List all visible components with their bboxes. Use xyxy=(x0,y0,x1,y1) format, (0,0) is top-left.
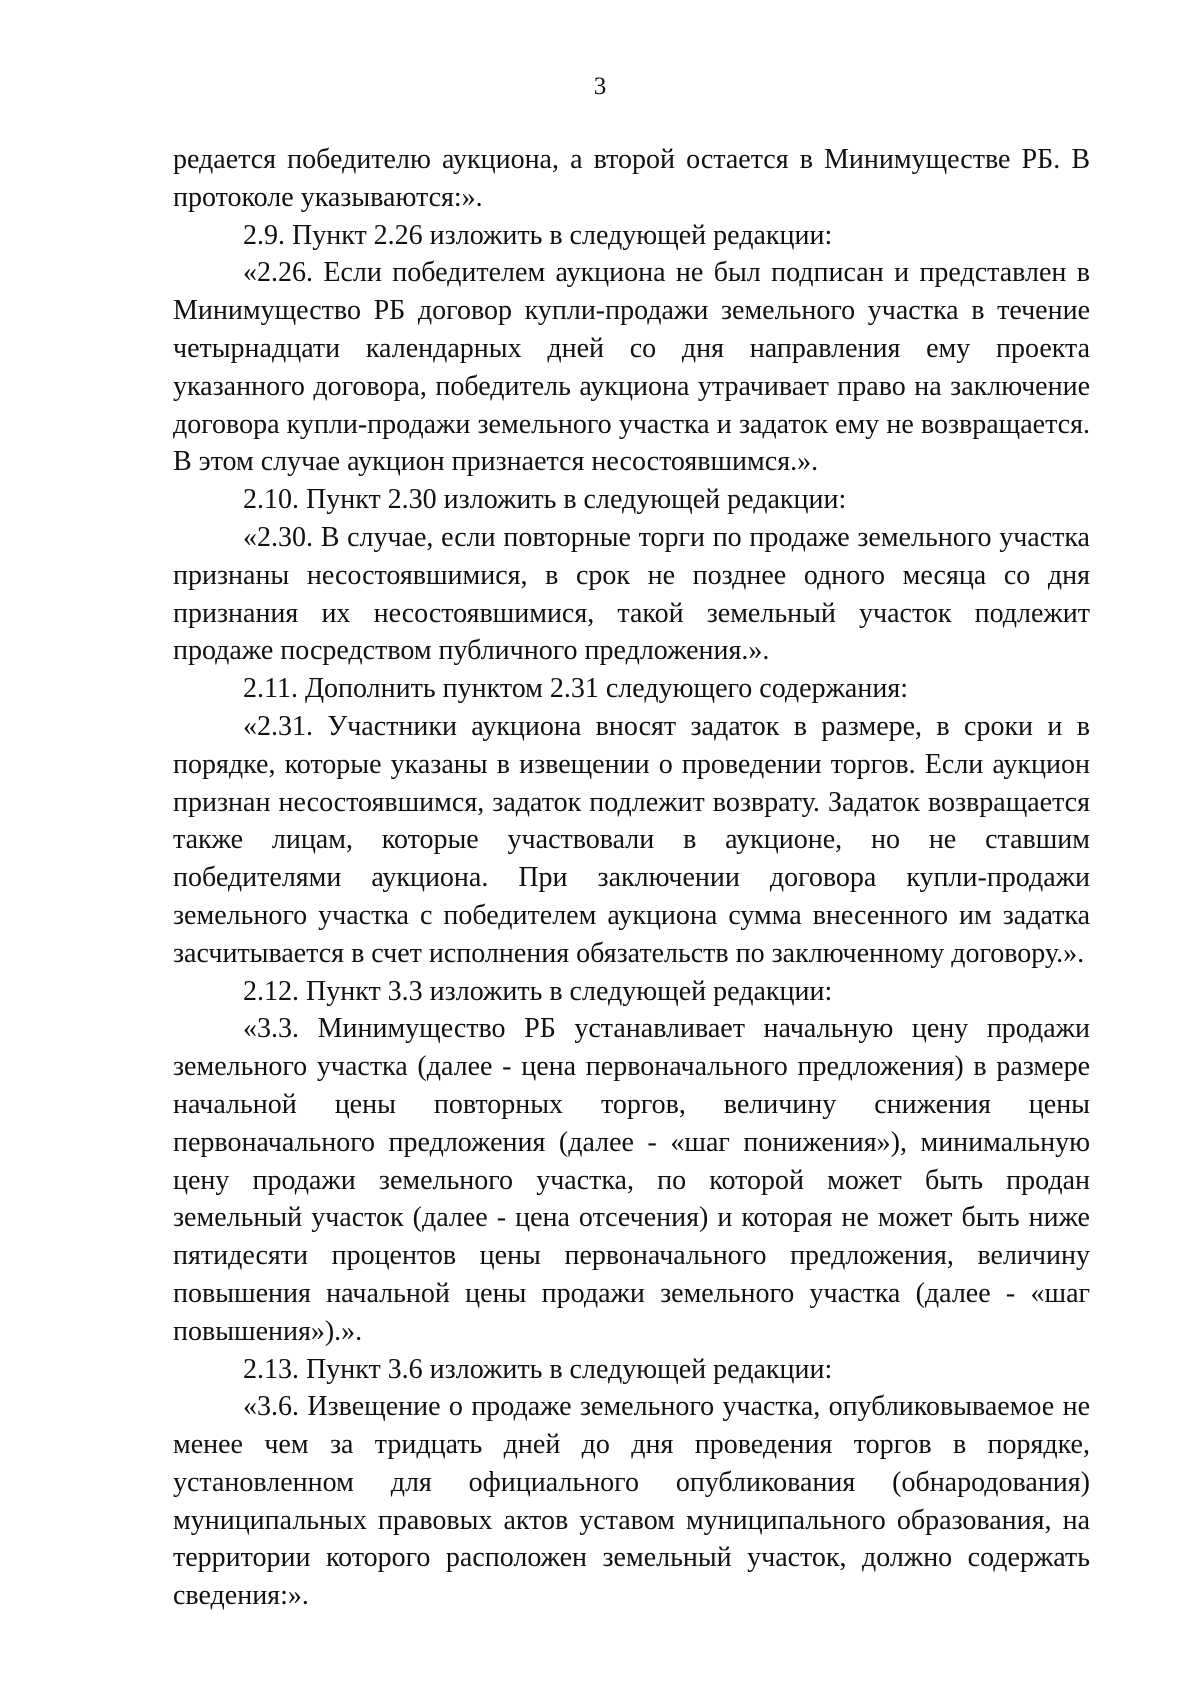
page-number: 3 xyxy=(593,73,607,100)
paragraph-item-2-11: 2.11. Дополнить пунктом 2.31 следующего содержания: xyxy=(243,673,908,705)
paragraph-clause-2-30: «2.30. В случае, если повторные торги по продаже земельного участка признаны несостоявшимися, в срок не позднее одного месяца со дня признания их несостоявшимися, такой земельный участок подлежит продаже посредством публичного предложения.». xyxy=(173,521,1090,667)
paragraph-clause-3-3: «3.3. Минимущество РБ устанавливает начальную цену продажи земельного участка (далее - цена первоначального предложения) в размере начальной цены повторных торгов, величину снижения цены первоначального предложения (далее - «шаг понижения»), минимальную цену продажи земельного участка, по которой может быть продан земельный участок (далее - цена отсечения) и которая не может быть ниже пятидесяти процентов цены первоначального предложения, величину повышения начальной цены продажи земельного участка (далее - «шаг повышения»).». xyxy=(173,1013,1090,1347)
paragraph-item-2-10: 2.10. Пункт 2.30 изложить в следующей редакции: xyxy=(243,484,847,516)
paragraph-clause-2-26: «2.26. Если победителем аукциона не был подписан и представлен в Минимущество РБ договор купли-продажи земельного участка в течение четырнадцати календарных дней со дня направления ему проекта указанного договора, победитель аукциона утрачивает право на заключение договора купли-продажи земельного участка и задаток ему не возвращается. В этом случае аукцион признается несостоявшимся.». xyxy=(173,257,1090,478)
paragraph-clause-3-6: «3.6. Извещение о продаже земельного участка, опубликовываемое не менее чем за тридцать дней до дня проведения торгов в порядке, установленном для официального опубликования (обнародования) муниципальных правовых актов уставом муниципального образования, на территории которого расположен земельный участок, должно содержать сведения:». xyxy=(173,1391,1090,1612)
paragraph-item-2-13: 2.13. Пункт 3.6 изложить в следующей редакции: xyxy=(243,1353,833,1385)
document-body xyxy=(173,141,1090,1615)
paragraph-continuation: редается победителю аукциона, а второй остается в Минимуществе РБ. В протоколе указываются:». xyxy=(173,144,1090,213)
paragraph-clause-2-31: «2.31. Участники аукциона вносят задаток в размере, в сроки и в порядке, которые указаны в извещении о проведении торгов. Если аукцион признан несостоявшимся, задаток подлежит возврату. Задаток возвращается также лицам, которые участвовали в аукционе, но не ставшим победителями аукциона. При заключении договора купли-продажи земельного участка с победителем аукциона сумма внесенного им задатка засчитывается в счет исполнения обязательств по заключенному договору.». xyxy=(173,710,1090,969)
paragraph-item-2-12: 2.12. Пункт 3.3 изложить в следующей редакции: xyxy=(243,975,833,1007)
paragraph-item-2-9: 2.9. Пункт 2.26 изложить в следующей редакции: xyxy=(243,219,833,251)
